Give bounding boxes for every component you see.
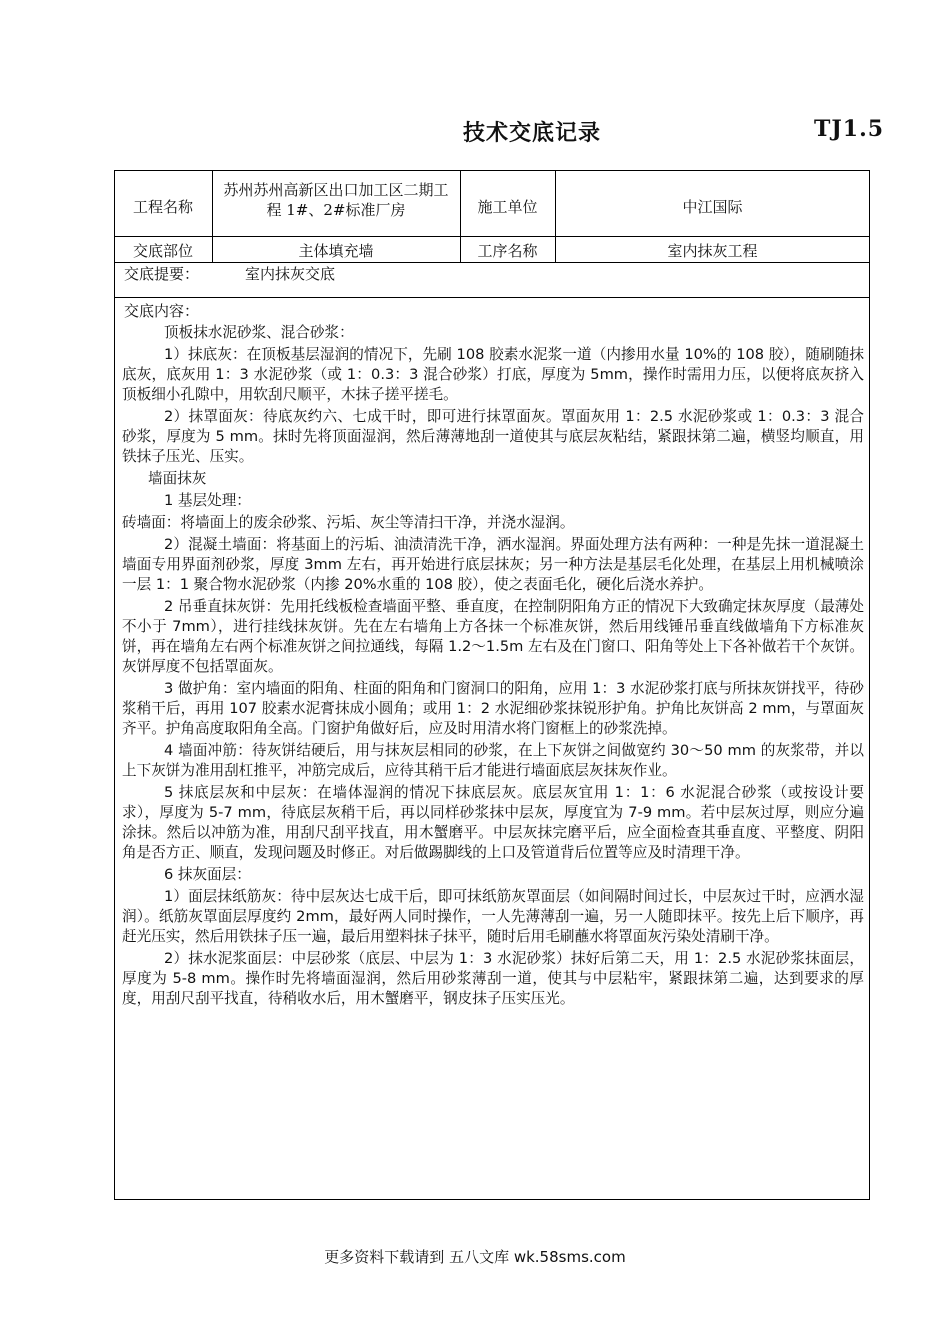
content-paragraph: 3 做护角：室内墙面的阳角、柱面的阳角和门窗洞口的阳角，应用 1：3 水泥砂浆打底与所抹灰饼找平，待砂浆稍干后，再用 107 胶素水泥膏抹成小圆角；或用 1：2 水泥细砂浆抹锐形护角。护角比灰饼高 2 mm，与罩面灰齐平。护角高度取阳角全高。门窗护角做好后，应及时用清水将门窗框上的砂浆洗掉。 bbox=[122, 680, 864, 737]
content-paragraph: 砖墙面：将墙面上的废余砂浆、污垢、灰尘等清扫干净，并浇水湿润。 bbox=[122, 514, 575, 531]
document-code: TJ1.5 bbox=[814, 116, 885, 142]
project-name-value: 苏州苏州高新区出口加工区二期工程 1#、2#标准厂房 bbox=[223, 181, 449, 219]
content-paragraph: 1）抹底灰：在顶板基层湿润的情况下，先刷 108 胶素水泥浆一道（内掺用水量 10%的 108 胶），随刷随抹底灰，底灰用 1：3 水泥砂浆（或 1：0.3：3 混合砂浆）打底，厚度为 5mm，操作时需用力压，以便将底灰挤入顶板细小孔隙中，用软刮尺顺平，木抹子搓平搓毛。 bbox=[122, 346, 864, 403]
contractor-label: 施工单位 bbox=[477, 198, 538, 216]
content-body bbox=[122, 323, 864, 1011]
summary-value: 室内抹灰交底 bbox=[245, 265, 336, 283]
content-paragraph: 5 抹底层灰和中层灰：在墙体湿润的情况下抹底层灰。底层灰宜用 1：1：6 水泥混合砂浆（或按设计要求），厚度为 5-7 mm，待底层灰稍干后，再以同样砂浆抹中层灰，厚度宜为 7-9 mm。若中层灰过厚，则应分遍涂抹。然后以冲筋为准，用刮尺刮平找直，用木蟹磨平。中层灰抹完磨平后，应全面检查其垂直度、平整度、阴阳角是否方正、顺直，发现问题及时修正。对后做踢脚线的上口及管道背后位置等应及时清理干净。 bbox=[122, 784, 864, 861]
document-title: 技术交底记录 bbox=[463, 120, 602, 146]
content-paragraph: 6 抹灰面层： bbox=[164, 866, 251, 883]
part-value: 主体填充墙 bbox=[298, 242, 374, 260]
content-paragraph: 顶板抹水泥砂浆、混合砂浆： bbox=[164, 324, 354, 341]
footer-text: 更多资料下载请到 五八文库 wk.58sms.com bbox=[324, 1248, 626, 1266]
contractor-value: 中江国际 bbox=[682, 198, 743, 216]
content-paragraph: 1）面层抹纸筋灰：待中层灰达七成干后，即可抹纸筋灰罩面层（如间隔时间过长，中层灰过干时，应洒水湿润）。纸筋灰罩面层厚度约 2mm，最好两人同时操作，一人先薄薄刮一遍，另一人随即抹平。按先上后下顺序，再赶光压实，然后用铁抹子压一遍，最后用塑料抹子抹平，随时后用毛刷蘸水将罩面灰污染处清刷干净。 bbox=[122, 888, 864, 945]
content-paragraph: 2）混凝土墙面：将基面上的污垢、油渍清洗干净，洒水湿润。界面处理方法有两种：一种是先抹一道混凝土墙面专用界面剂砂浆，厚度 3mm 左右，再开始进行底层抹灰；另一种方法是基层毛化处理，在基层上用机械喷涂一层 1：1 聚合物水泥砂浆（内掺 20%水重的 108 胶），使之表面毛化，硬化后浇水养护。 bbox=[122, 536, 864, 593]
content-paragraph: 2）抹水泥浆面层：中层砂浆（底层、中层为 1：3 水泥砂浆）抹好后第二天，用 1：2.5 水泥砂浆抹面层，厚度为 5-8 mm。操作时先将墙面湿润，然后用砂浆薄刮一道，使其与中层粘牢，紧跟抹第二遍，达到要求的厚度，用刮尺刮平找直，待稍收水后，用木蟹磨平，钢皮抹子压实压光。 bbox=[122, 950, 864, 1007]
content-paragraph: 墙面抹灰 bbox=[148, 470, 207, 487]
part-label: 交底部位 bbox=[132, 242, 193, 260]
content-paragraph: 2）抹罩面灰：待底灰约六、七成干时，即可进行抹罩面灰。罩面灰用 1：2.5 水泥砂浆或 1：0.3：3 混合砂浆，厚度为 5 mm。抹时先将顶面湿润，然后薄薄地刮一道使其与底层灰粘结，紧跟抹第二遍，横竖均顺直，用铁抹子压光、压实。 bbox=[122, 408, 864, 465]
content-paragraph: 1 基层处理： bbox=[164, 492, 251, 509]
table-row-divider bbox=[114, 262, 870, 263]
content-paragraph: 4 墙面冲筋：待灰饼结硬后，用与抹灰层相同的砂浆，在上下灰饼之间做宽约 30～50 mm 的灰浆带，并以上下灰饼为准用刮杠推平，冲筋完成后，应待其稍干后才能进行墙面底层灰抹灰作业。 bbox=[122, 742, 864, 779]
process-value: 室内抹灰工程 bbox=[667, 242, 758, 260]
table-row-divider bbox=[114, 236, 870, 237]
project-name-label: 工程名称 bbox=[132, 198, 193, 216]
table-row-divider bbox=[114, 297, 870, 298]
content-paragraph: 2 吊垂直抹灰饼：先用托线板检查墙面平整、垂直度，在控制阴阳角方正的情况下大致确定抹灰厚度（最薄处不小于 7mm），进行挂线抹灰饼。先在左右墙角上方各抹一个标准灰饼，然后用线锤吊垂直线做墙角下方标准灰饼，再在墙角左右两个标准灰饼之间拉通线，每隔 1.2～1.5m 左右及在门窗口、阳角等处上下各补做若干个灰饼。灰饼厚度不包括罩面灰。 bbox=[122, 598, 864, 675]
content-label: 交底内容： bbox=[124, 302, 200, 320]
process-label: 工序名称 bbox=[477, 242, 538, 260]
summary-label: 交底提要： bbox=[124, 265, 200, 283]
